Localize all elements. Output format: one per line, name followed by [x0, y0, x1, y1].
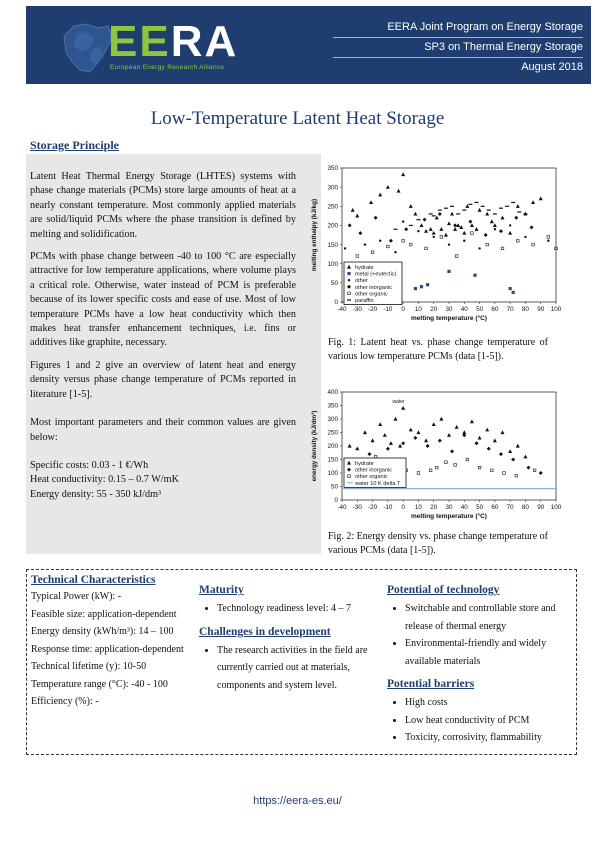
- x-tick-label: 20: [430, 504, 438, 511]
- europe-map-icon: [56, 16, 116, 80]
- x-tick-label: 50: [476, 306, 484, 313]
- other-point: [448, 243, 450, 245]
- technical-item: Feasible size: application-dependent: [31, 608, 177, 620]
- figure-latent-heat-chart: [308, 162, 570, 334]
- maturity-item: • Technology readiness level: 4 – 7: [217, 600, 379, 618]
- legend-label: other inorganic: [355, 284, 393, 291]
- legend-label: metal (+eutectic): [355, 271, 397, 278]
- barriers-item: • High costs: [405, 694, 569, 712]
- other-point: [494, 228, 496, 230]
- y-tick-label: 100: [327, 260, 338, 268]
- x-tick-label: 60: [491, 306, 499, 313]
- y-tick-label: 150: [327, 241, 338, 249]
- x-tick-label: -30: [352, 504, 362, 511]
- challenges-item: • The research activities in the field are currently carried out at materials, components and system level.: [217, 642, 379, 695]
- header-banner: [26, 6, 591, 84]
- x-tick-label: -20: [368, 504, 378, 511]
- y-tick-label: 50: [330, 280, 338, 288]
- y-tick-label: 350: [327, 165, 338, 173]
- header-program: EERA Joint Program on Energy Storage: [333, 18, 583, 38]
- technical-item: Energy density (kWh/m³): 14 – 100: [31, 626, 174, 637]
- x-tick-label: 10: [414, 306, 422, 313]
- y-tick-label: 350: [327, 402, 338, 410]
- y-tick-label: 300: [327, 184, 338, 192]
- x-tick-label: -40: [337, 306, 347, 313]
- header-subprogram: SP3 on Thermal Energy Storage: [333, 38, 583, 58]
- figure-energy-density-chart: [308, 386, 570, 528]
- other-point: [379, 240, 381, 242]
- logo-subtitle: European Energy Research Alliance: [110, 64, 225, 71]
- x-tick-label: 60: [491, 504, 499, 511]
- metal-point: [512, 291, 515, 294]
- x-tick-label: 100: [550, 504, 562, 511]
- x-tick-label: 100: [550, 306, 562, 313]
- y-axis-label: energy density (kJ/dm³): [311, 410, 318, 482]
- barriers-heading: Potential barriers: [387, 678, 475, 690]
- characteristics-box: [26, 569, 577, 755]
- other-point: [417, 230, 419, 232]
- x-tick-label: 20: [430, 306, 438, 313]
- x-axis-label: melting temperature (°C): [411, 315, 487, 322]
- metal-point: [414, 287, 417, 290]
- metal-point: [420, 285, 423, 288]
- other-point: [433, 236, 435, 238]
- x-tick-label: 90: [537, 306, 545, 313]
- y-tick-label: 200: [327, 222, 338, 230]
- other-point: [478, 247, 480, 249]
- y-tick-label: 250: [327, 203, 338, 211]
- x-tick-label: 90: [537, 504, 545, 511]
- x-tick-label: -30: [352, 306, 362, 313]
- y-tick-label: 200: [327, 443, 338, 451]
- water-annotation: water: [392, 398, 405, 405]
- maturity-column: [199, 582, 379, 694]
- principle-paragraph: Latent Heat Thermal Energy Storage (LHTES) systems with phase change materials (PCMs) store large amounts of heat at a nearly constant temperature. Most commonly applied materials are solid/liquid PCMs where the phase transition is defined by melting and solidification.: [30, 171, 296, 240]
- x-tick-label: 0: [401, 504, 405, 511]
- metal-point: [509, 287, 512, 290]
- other-point: [344, 247, 346, 249]
- other-point: [348, 279, 350, 281]
- x-axis-label: melting temperature (°C): [411, 513, 487, 520]
- technical-column: [31, 572, 199, 711]
- legend-label: other organic: [355, 291, 388, 298]
- technical-item: Typical Power (kW): -: [31, 591, 122, 602]
- param-energy-density: Energy density: 55 - 350 kJ/dm³: [30, 488, 162, 500]
- metal-point: [447, 270, 450, 273]
- principle-paragraph: PCMs with phase change between -40 to 100 °C are especially attractive for low temperature applications, where volume plays a critical role. Otherwise, water instead of PCM is preferable because of its lower specific costs and ease of use. Most of low temperature PCMs have a low heat conductivity which then makes heat transfer enhancement techniques, i.e. fins or additives like graphite, necessary.: [30, 251, 296, 349]
- other-point: [547, 240, 549, 242]
- header-date: August 2018: [521, 61, 583, 73]
- y-tick-label: 100: [327, 470, 338, 478]
- technical-item: Efficiency (%): -: [31, 696, 99, 707]
- x-tick-label: 0: [401, 306, 405, 313]
- x-tick-label: 80: [521, 306, 529, 313]
- legend-label: other: [355, 278, 368, 285]
- technical-item: Technical lifetime (y): 10-50: [31, 661, 147, 672]
- legend-label: hydrate: [355, 265, 374, 271]
- metal-point: [473, 274, 476, 277]
- metal-point: [426, 283, 429, 286]
- potential-item: • Environmental-friendly and widely available materials: [405, 635, 569, 670]
- x-tick-label: 10: [414, 504, 422, 511]
- page-title: Low-Temperature Latent Heat Storage: [150, 108, 445, 129]
- other-point: [463, 240, 465, 242]
- potential-heading: Potential of technology: [387, 584, 500, 596]
- legend-label: other inorganic: [355, 467, 393, 474]
- eera-logo: EERA: [108, 17, 239, 66]
- storage-principle-heading: Storage Principle: [30, 138, 119, 152]
- y-tick-label: 50: [330, 483, 338, 491]
- principle-paragraph: Figures 1 and 2 give an overview of latent heat and energy density versus phase change temperature of PCMs reported in literature [1-5].: [30, 359, 296, 400]
- x-tick-label: 40: [460, 504, 468, 511]
- figure2-caption: Fig. 2: Energy density vs. phase change temperature of various PCMs (data [1-5]).: [328, 531, 548, 556]
- storage-principle-text: [30, 170, 296, 502]
- x-tick-label: -10: [383, 504, 393, 511]
- challenges-heading: Challenges in development: [199, 625, 331, 638]
- x-tick-label: 30: [445, 306, 453, 313]
- principle-paragraph: Most important parameters and their common values are given below:: [30, 417, 296, 443]
- figure1-caption: Fig. 1: Latent heat vs. phase change temperature of various low temperature PCMs (data [1-5]).: [328, 337, 548, 362]
- y-tick-label: 250: [327, 429, 338, 437]
- technical-item: Temperature range (°C): -40 - 100: [31, 678, 168, 690]
- legend-label: water 10 K delta T: [355, 480, 401, 487]
- barriers-item: • Toxicity, corrosivity, flammability: [405, 729, 569, 747]
- other-point: [402, 220, 404, 222]
- barriers-item: • Low heat conductivity of PCM: [405, 712, 569, 730]
- y-tick-label: 150: [327, 456, 338, 464]
- y-tick-label: 0: [334, 497, 338, 505]
- y-axis-label: melting enthalpy (kJ/kg): [311, 198, 318, 272]
- x-tick-label: -10: [383, 306, 393, 313]
- y-tick-label: 0: [334, 299, 338, 307]
- y-tick-label: 300: [327, 416, 338, 424]
- y-tick-label: 400: [327, 389, 338, 397]
- maturity-heading: Maturity: [199, 584, 244, 596]
- x-tick-label: 70: [506, 504, 514, 511]
- x-tick-label: 30: [445, 504, 453, 511]
- x-tick-label: 50: [476, 504, 484, 511]
- legend-label: paraffin: [355, 298, 374, 304]
- x-tick-label: -20: [368, 306, 378, 313]
- header-lines: [333, 18, 583, 77]
- metal-point: [347, 272, 350, 275]
- x-tick-label: 70: [506, 306, 514, 313]
- param-heat-conductivity: Heat conductivity: 0.15 – 0.7 W/mK: [30, 474, 179, 486]
- technical-heading: Technical Characteristics: [31, 574, 156, 586]
- other-point: [364, 243, 366, 245]
- x-tick-label: -40: [337, 504, 347, 511]
- x-tick-label: 80: [521, 504, 529, 511]
- footer-link[interactable]: https://eera-es.eu/: [253, 795, 342, 807]
- other-point: [524, 236, 526, 238]
- param-specific-costs: Specific costs: 0.03 - 1 €/Wh: [30, 459, 149, 471]
- technical-item: Response time: application-dependent: [31, 643, 184, 655]
- potential-item: • Switchable and controllable store and release of thermal energy: [405, 600, 569, 635]
- legend-label: other organic: [355, 474, 388, 481]
- legend-label: hydrate: [355, 461, 374, 467]
- other-point: [509, 224, 511, 226]
- other-point: [394, 251, 396, 253]
- potential-column: [387, 582, 569, 747]
- x-tick-label: 40: [460, 306, 468, 313]
